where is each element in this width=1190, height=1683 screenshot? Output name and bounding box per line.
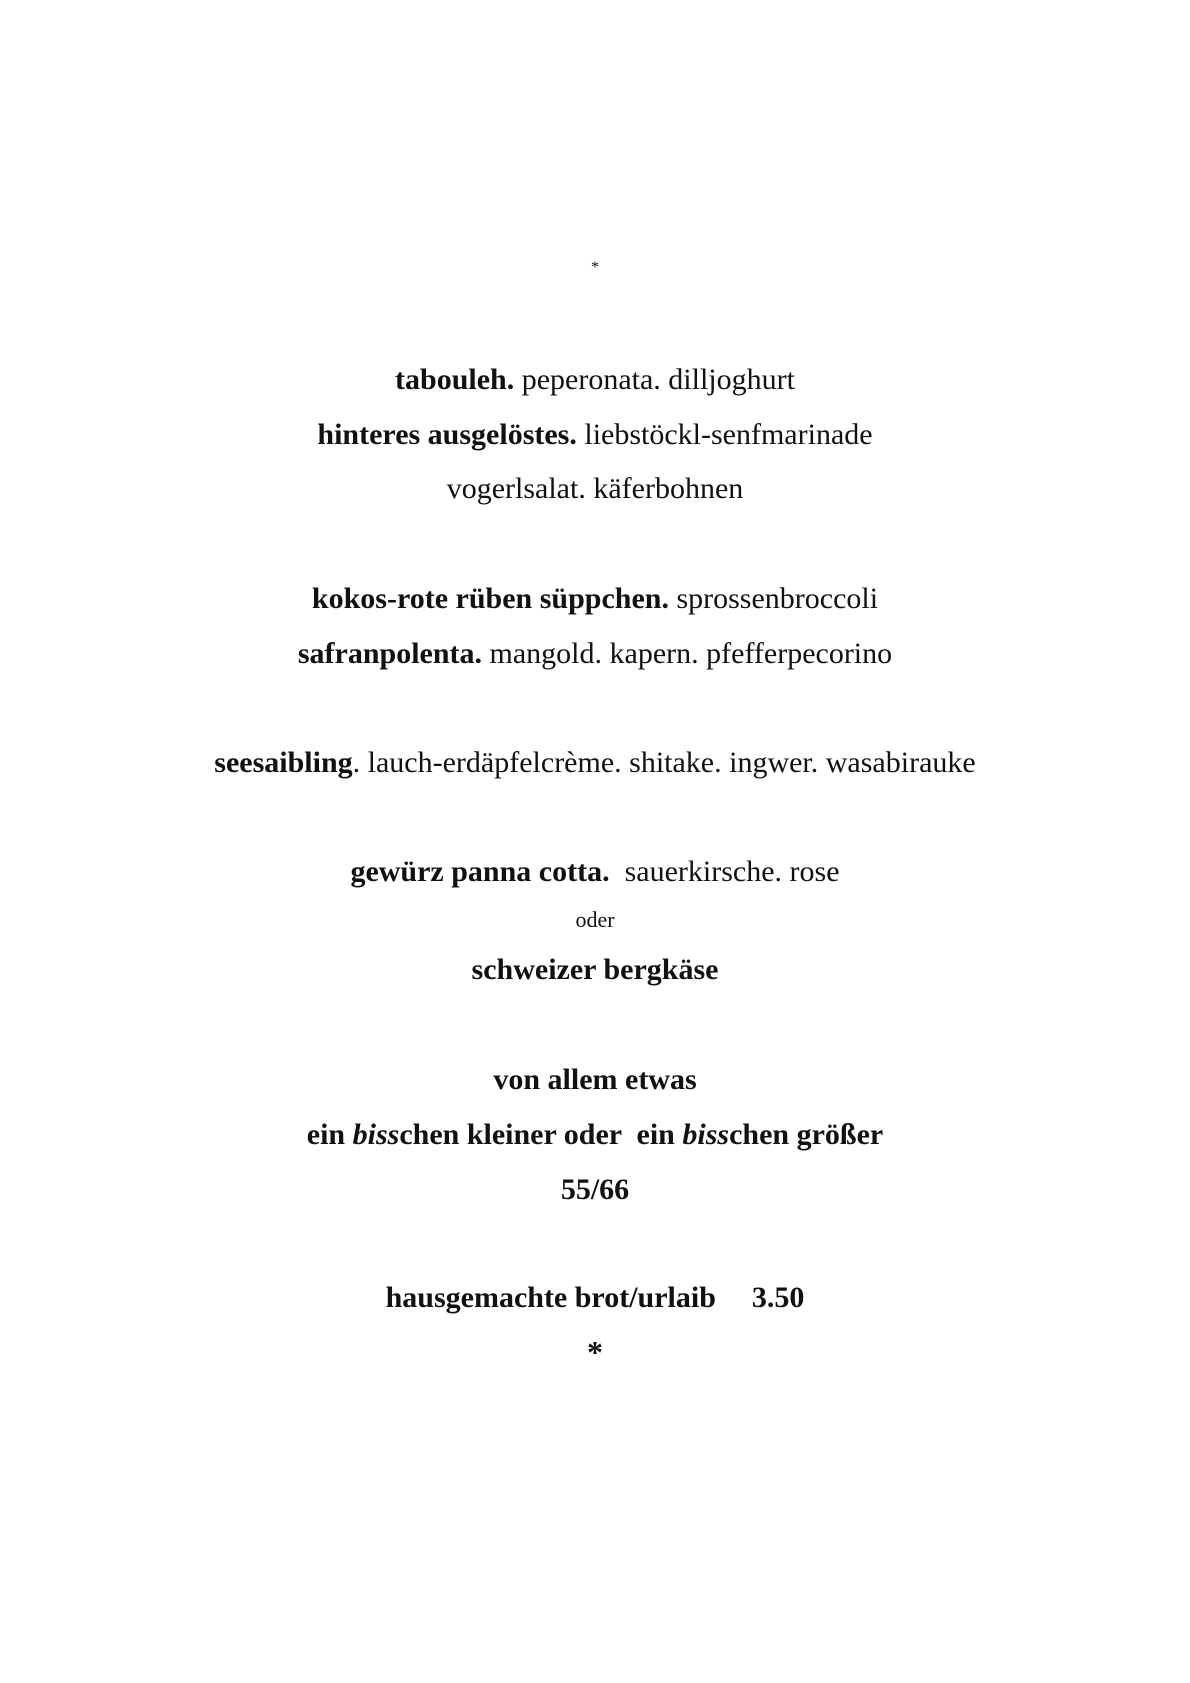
bread-price: 3.50 xyxy=(751,1281,805,1314)
dish-name: safranpolenta. xyxy=(297,637,483,670)
dish-sides: mangold. kapern. pfefferpecorino xyxy=(482,637,893,670)
starter-1 xyxy=(0,362,1190,398)
dessert-1 xyxy=(0,854,1190,890)
middle-1 xyxy=(0,581,1190,617)
dish-sides: vogerlsalat. käferbohnen xyxy=(446,472,744,505)
dish-name: gewürz panna cotta. xyxy=(350,855,610,888)
bread-line xyxy=(0,1280,1190,1316)
dish-sides: sprossenbroccoli xyxy=(668,582,879,615)
middle-2 xyxy=(0,636,1190,672)
top-star: * xyxy=(591,259,599,276)
dish-name: seesaibling xyxy=(214,746,353,779)
starter-2 xyxy=(0,417,1190,453)
bottom-star: * xyxy=(587,1334,603,1370)
starter-2-cont xyxy=(0,471,1190,507)
dish-sides: sauerkirsche. rose xyxy=(609,855,840,888)
dessert-or: oder xyxy=(575,907,615,932)
dish-name: kokos-rote rüben süppchen. xyxy=(311,582,669,615)
tasting-title: von allem etwas xyxy=(493,1063,697,1096)
bread-label: hausgemachte brot/urlaib xyxy=(385,1281,716,1314)
dish-name: tabouleh. xyxy=(395,363,515,396)
dish-sides: . lauch-erdäpfelcrème. shitake. ingwer. wasabirauke xyxy=(352,746,976,779)
dish-sides: liebstöckl-senfmarinade xyxy=(576,418,873,451)
tasting-price: 55/66 xyxy=(560,1173,630,1206)
tasting-sizes: ein bisschen kleiner oder ein bisschen größer xyxy=(306,1118,884,1151)
main-course xyxy=(0,745,1190,781)
dish-name: hinteres ausgelöstes. xyxy=(317,418,577,451)
dessert-alt: schweizer bergkäse xyxy=(471,953,719,986)
dish-sides: peperonata. dilljoghurt xyxy=(514,363,795,396)
